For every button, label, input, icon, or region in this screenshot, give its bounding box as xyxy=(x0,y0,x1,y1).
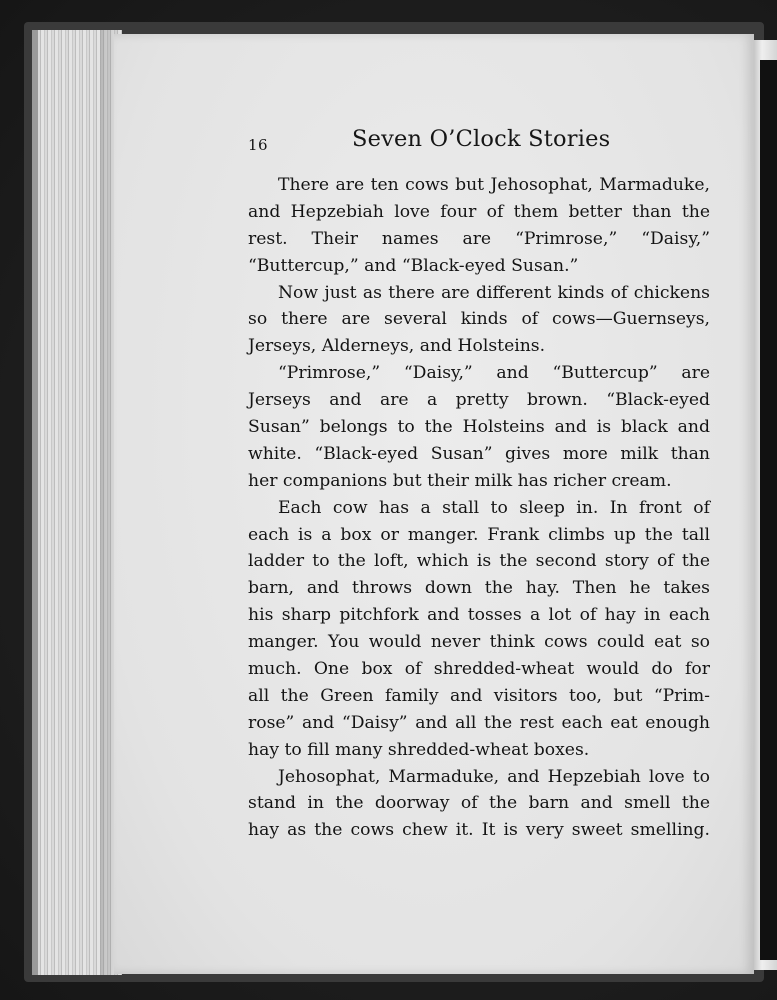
text-line: each is a box or manger. Frank climbs up the tall xyxy=(248,524,710,545)
book-title: Seven O’Clock Stories xyxy=(352,126,611,152)
text-line: hay to fill many shredded-wheat boxes. xyxy=(248,739,590,760)
text-line: stand in the doorway of the barn and smell the xyxy=(248,793,710,814)
text-line: and Hepzebiah love four of them better than the xyxy=(248,201,710,222)
text-line: “Buttercup,” and “Black-eyed Susan.” xyxy=(248,255,579,276)
text-line: There are ten cows but Jehosophat, Marmaduke, xyxy=(278,175,710,195)
text-line: hay as the cows chew it. It is very sweet smelling. xyxy=(248,820,710,841)
text-line: Jehosophat, Marmaduke, and Hepzebiah love to xyxy=(278,766,710,787)
text-line: rose” and “Daisy” and all the rest each eat enough xyxy=(248,712,710,733)
page-number: 16 xyxy=(248,136,269,154)
text-line: Susan” belongs to the Holsteins and is black and xyxy=(248,417,710,438)
text-line: his sharp pitchfork and tosses a lot of hay in each xyxy=(248,605,710,626)
running-head xyxy=(248,126,710,162)
text-line: barn, and throws down the hay. Then he takes xyxy=(248,578,710,599)
text-line: her companions but their milk has richer cream. xyxy=(248,470,672,491)
text-line: Each cow has a stall to sleep in. In front of xyxy=(278,497,710,518)
background-gap xyxy=(760,60,777,960)
text-line: all the Green family and visitors too, but “Prim- xyxy=(248,685,710,706)
text-line: Jerseys and are a pretty brown. “Black-eyed xyxy=(248,390,710,411)
text-line: manger. You would never think cows could eat so xyxy=(248,632,710,653)
text-line: rest. Their names are “Primrose,” “Daisy,” xyxy=(248,228,710,249)
text-line: so there are several kinds of cows—Guernseys, xyxy=(248,309,710,330)
text-line: much. One box of shredded-wheat would do for xyxy=(248,659,710,680)
text-line: white. “Black-eyed Susan” gives more milk than xyxy=(248,443,710,464)
body-text xyxy=(248,172,710,844)
text-line: Jerseys, Alderneys, and Holsteins. xyxy=(248,336,546,357)
text-line: Now just as there are different kinds of chickens xyxy=(278,282,710,303)
text-line: ladder to the loft, which is the second story of the xyxy=(248,551,710,572)
text-line: “Primrose,” “Daisy,” and “Buttercup” are xyxy=(278,363,710,384)
